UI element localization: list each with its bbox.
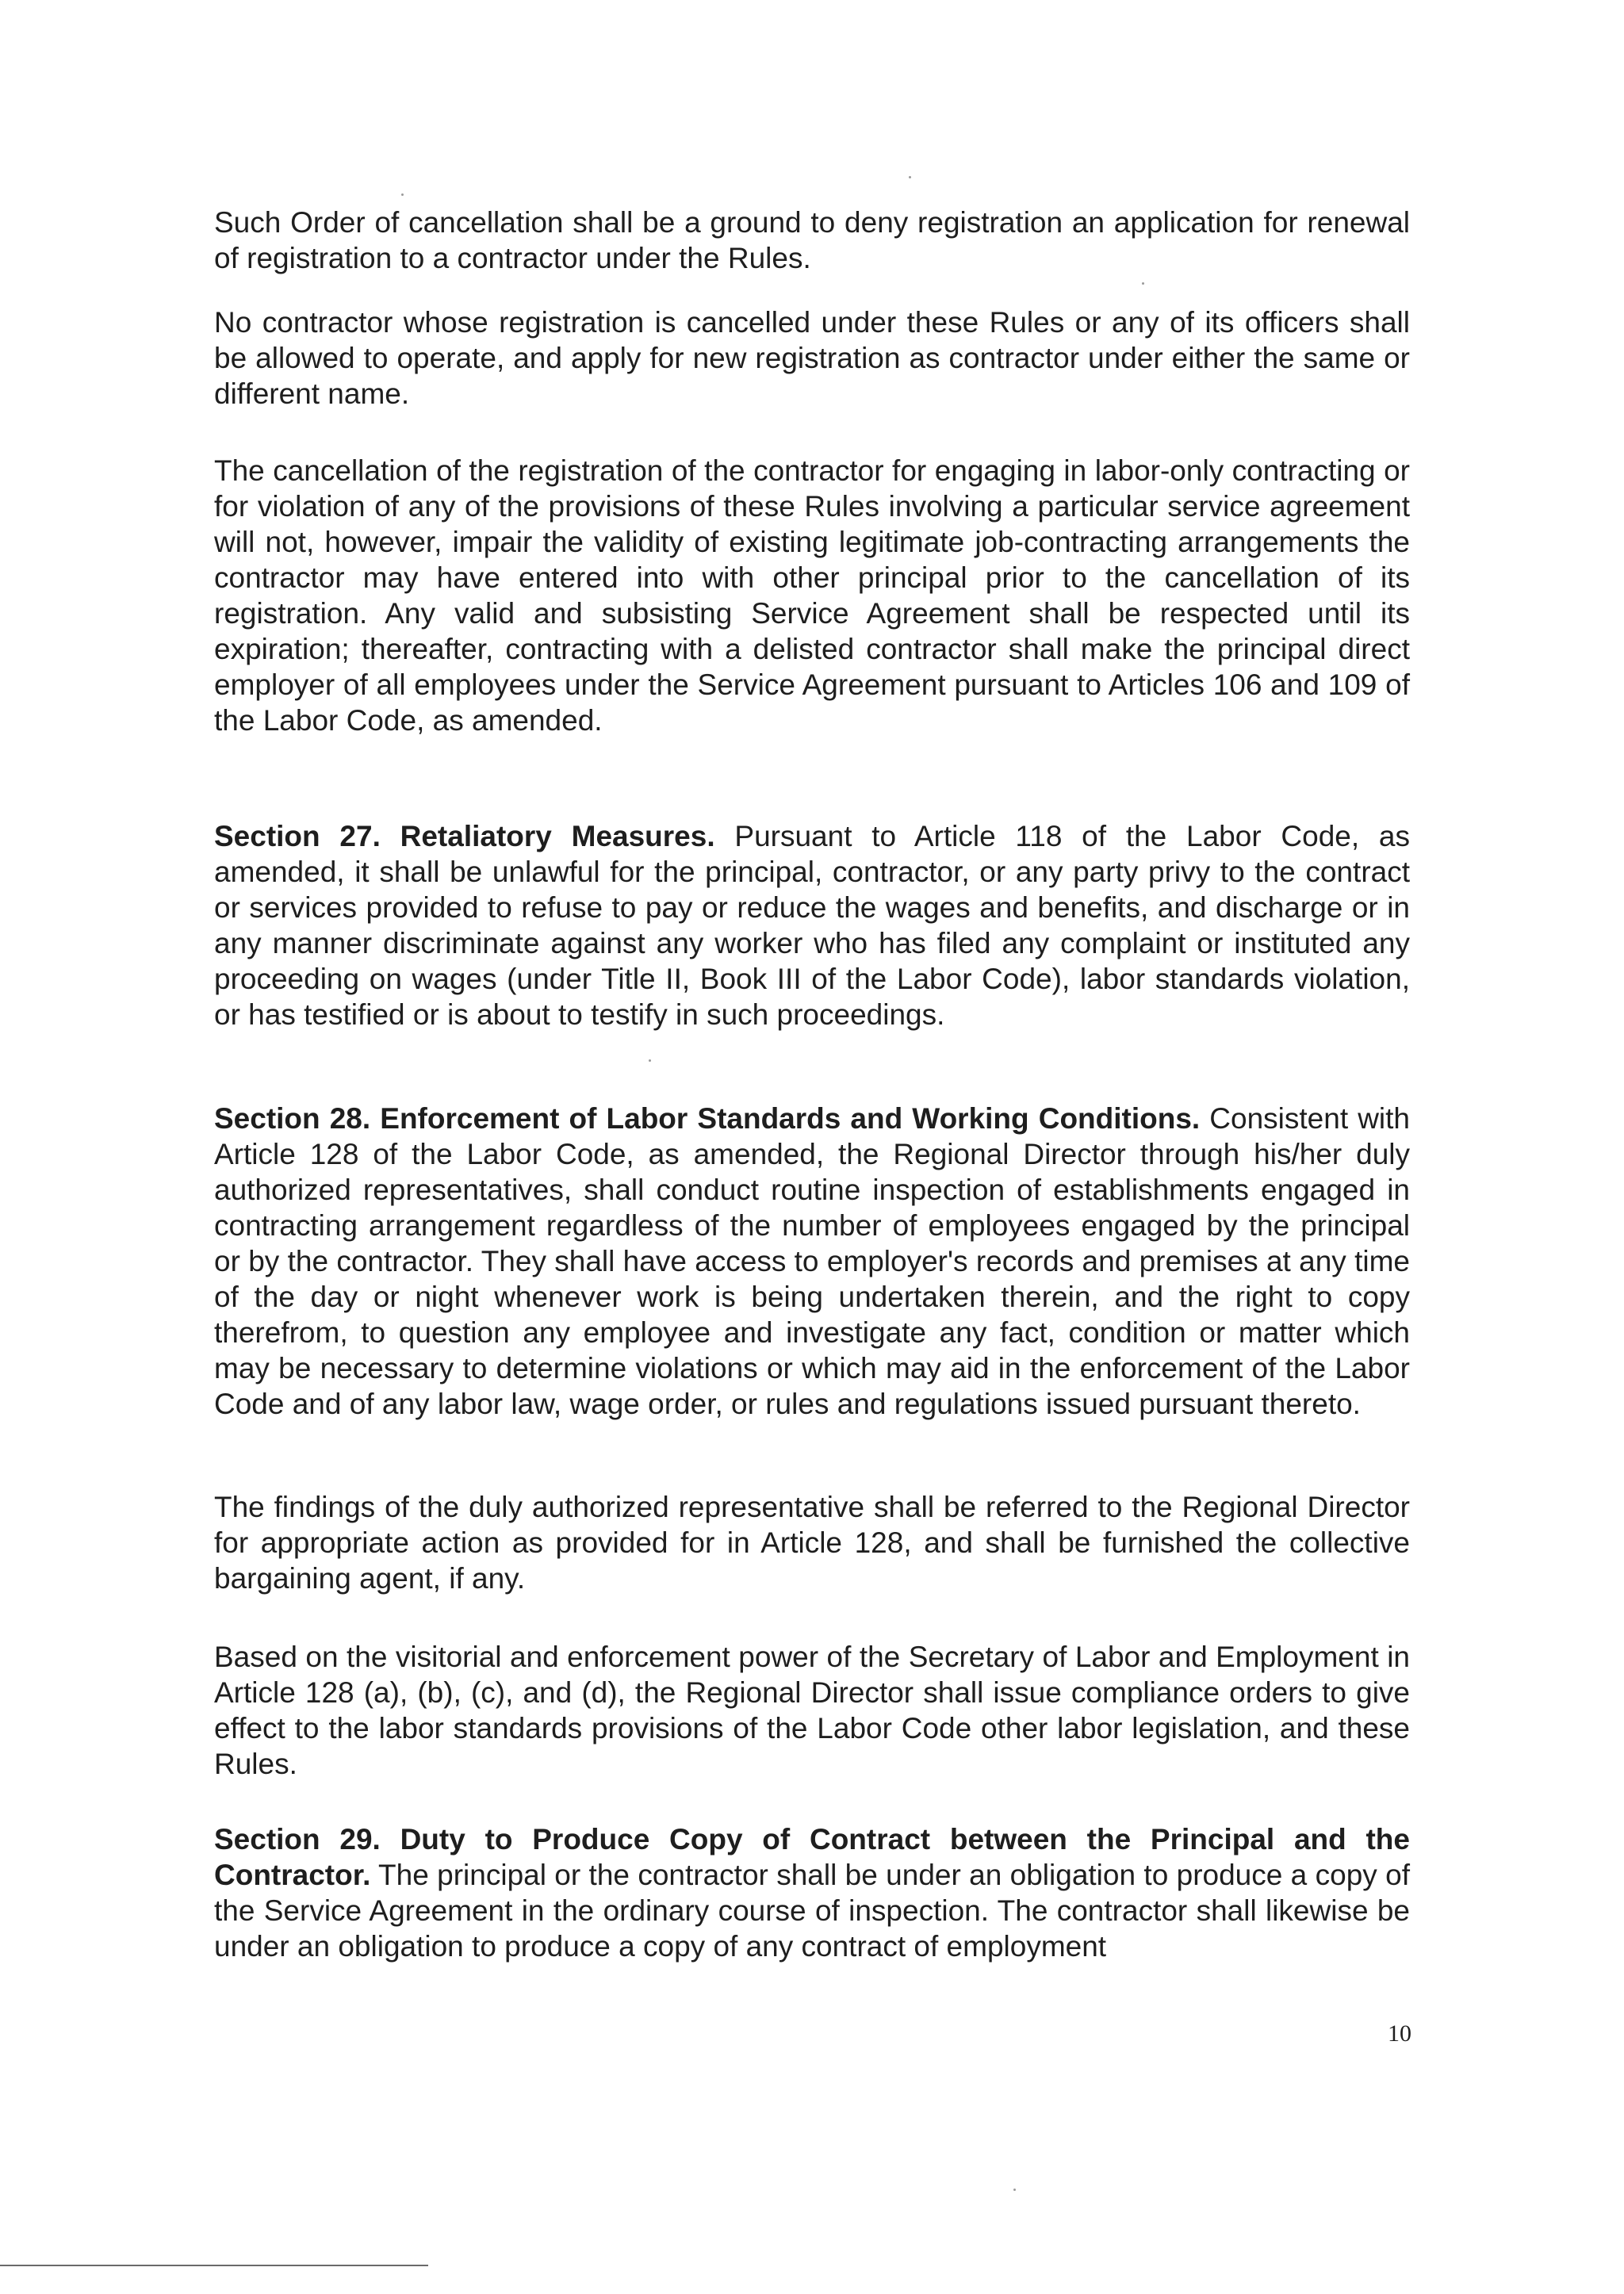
- footer-rule: [0, 2265, 428, 2266]
- section-29: [214, 1821, 1410, 1964]
- section-27: [214, 818, 1410, 1032]
- section-28: [214, 1101, 1410, 1422]
- section-27-heading: Section 27. Retaliatory Measures.: [214, 820, 715, 852]
- scan-speck: [401, 193, 404, 196]
- section-28-body: Consistent with Article 128 of the Labor Code, as amended, the Regional Director through his/her duly authorized representatives, shall conduct routine inspection of establishments engaged in contracting arrangement regardless of the number of employees engaged by the principal or by the contractor. They shall have access to employer's records and premises at any time of the day or night whenever work is being undertaken therein, and the right to copy therefrom, to question any employee and investigate any fact, condition or matter which may be necessary to determine violations or which may aid in the enforcement of the Labor Code and of any labor law, wage order, or rules and regulations issued pursuant thereto.: [214, 1102, 1411, 1420]
- paragraph-enforcement-power: Based on the visitorial and enforcement power of the Secretary of Labor and Employment in Article 128 (a), (b), (c), and (d), the Regional Director shall issue compliance orders to give effect to the labor standards provisions of the Labor Code other labor legislation, and these Rules.: [214, 1641, 1410, 1780]
- section-29-body: The principal or the contractor shall be under an obligation to produce a copy of the Service Agreement in the ordinary course of inspection. The contractor shall likewise be under an obligation to produce a copy of any contract of employment: [214, 1859, 1410, 1963]
- paragraph-no-contractor: No contractor whose registration is cancelled under these Rules or any of its officers shall be allowed to operate, and apply for new registration as contractor under either the same or different name.: [214, 306, 1410, 410]
- section-29-heading: Section 29. Duty to Produce Copy of Contract between the Principal and the Contractor.: [214, 1823, 1410, 1891]
- scan-speck: [1013, 2189, 1016, 2191]
- paragraph-cancellation-order: Such Order of cancellation shall be a ground to deny registration an application for renewal of registration to a contractor under the Rules.: [214, 206, 1410, 274]
- paragraph-findings: The findings of the duly authorized representative shall be referred to the Regional Director for appropriate action as provided for in Article 128, and shall be furnished the collective bargaining agent, if any.: [214, 1491, 1410, 1595]
- section-28-heading: Section 28. Enforcement of Labor Standards and Working Conditions.: [214, 1102, 1201, 1135]
- scan-speck: [649, 1059, 651, 1062]
- paragraph-cancellation-effect: The cancellation of the registration of the contractor for engaging in labor-only contracting or for violation of any of the provisions of these Rules involving a particular service agreement will not, however, impair the validity of existing legitimate job-contracting arrangements the contractor may have entered into with other principal prior to the cancellation of its registration. Any valid and subsisting Service Agreement shall be respected until its expiration; thereafter, contracting with a delisted contractor shall make the principal direct employer of all employees under the Service Agreement pursuant to Articles 106 and 109 of the Labor Code, as amended.: [214, 454, 1410, 737]
- page-number: 10: [1388, 2020, 1411, 2047]
- scan-speck: [1142, 282, 1144, 285]
- section-27-body: Pursuant to Article 118 of the Labor Code, as amended, it shall be unlawful for the principal, contractor, or any party privy to the contract or services provided to refuse to pay or reduce the wages and benefits, and discharge or in any manner discriminate against any worker who has filed any complaint or instituted any proceeding on wages (under Title II, Book III of the Labor Code), labor standards violation, or has testified or is about to testify in such proceedings.: [214, 820, 1411, 1031]
- scan-speck: [909, 176, 911, 178]
